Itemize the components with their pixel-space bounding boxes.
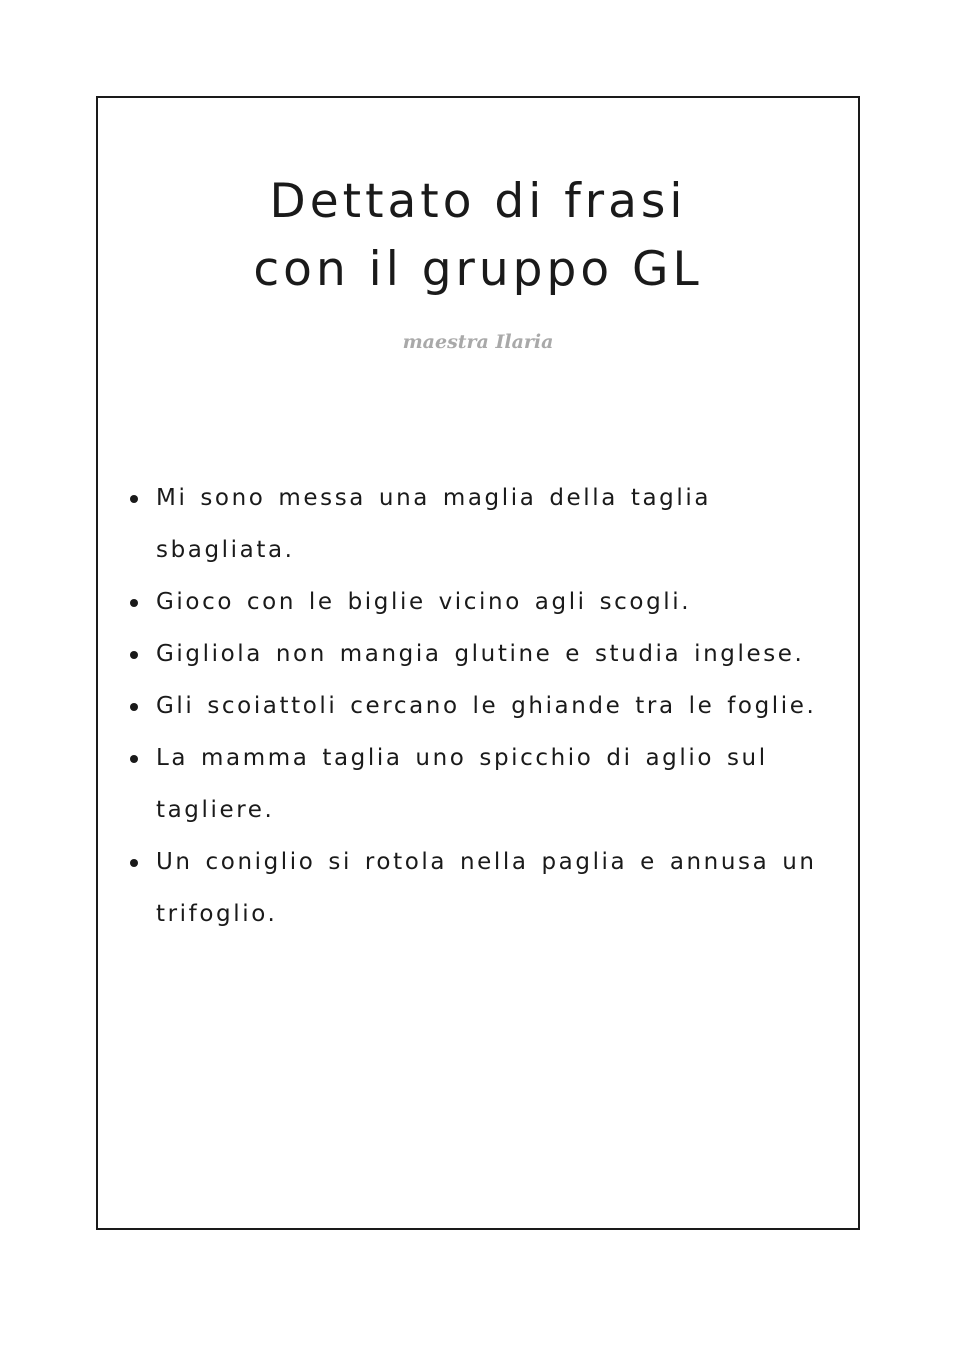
sentence-text: Gioco con le biglie vicino agli scogli. — [156, 589, 692, 615]
bullet-icon — [130, 755, 138, 763]
list-item — [126, 628, 850, 680]
bullet-icon — [130, 599, 138, 607]
bullet-icon — [130, 651, 138, 659]
sentence-text: Mi sono messa una maglia della taglia sbagliata. — [156, 485, 712, 563]
bullet-icon — [130, 859, 138, 867]
sentence-text: Un coniglio si rotola nella paglia e annusa un trifoglio. — [156, 849, 817, 927]
bullet-icon — [130, 495, 138, 503]
list-item — [126, 576, 850, 628]
title-line-2: con il gruppo GL — [253, 242, 703, 297]
list-item — [126, 680, 850, 732]
list-item — [126, 472, 850, 576]
author-signature: maestra Ilaria — [402, 331, 554, 353]
dictation-sentence-list — [126, 472, 850, 940]
sentence-text: La mamma taglia uno spicchio di aglio sul tagliere. — [156, 745, 768, 823]
worksheet-title — [98, 168, 858, 304]
sentence-text: Gli scoiattoli cercano le ghiande tra le foglie. — [156, 693, 817, 719]
list-item — [126, 732, 850, 836]
sentence-text: Gigliola non mangia glutine e studia inglese. — [156, 641, 805, 667]
list-item — [126, 836, 850, 940]
worksheet-frame — [96, 96, 860, 1230]
bullet-icon — [130, 703, 138, 711]
title-line-1: Dettato di frasi — [269, 174, 687, 229]
